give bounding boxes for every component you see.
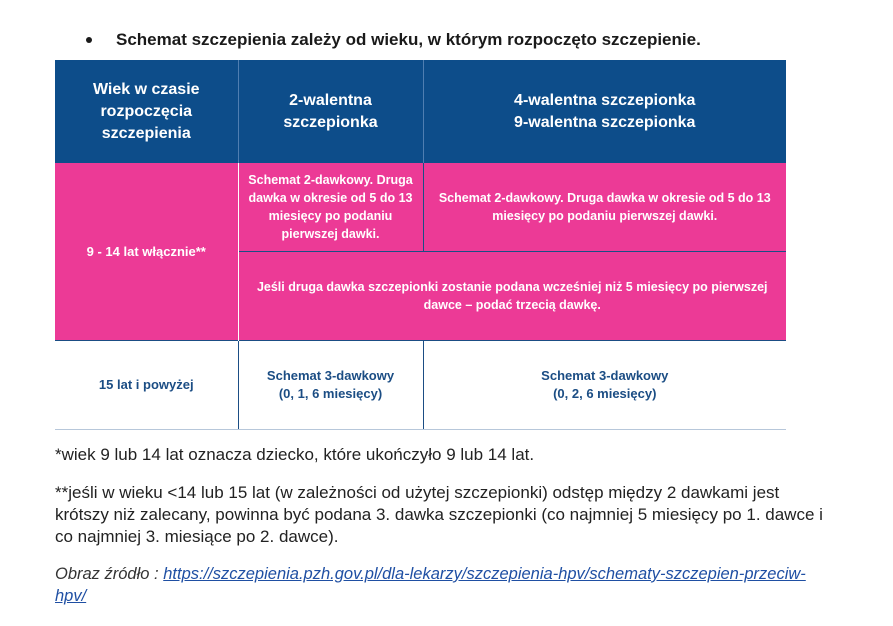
header-nona-line: 9-walentna szczepionka	[514, 113, 696, 131]
bullet-icon	[86, 37, 92, 43]
row2-bivalent-line2: (0, 1, 6 miesięcy)	[278, 386, 383, 401]
table-row	[55, 163, 786, 252]
vaccination-schedule-table	[55, 60, 786, 430]
bullet-item	[80, 30, 701, 50]
image-source	[55, 563, 835, 607]
footnote-third-dose: **jeśli w wieku <14 lub 15 lat (w zależności od użytej szczepionki) odstęp między 2 dawkami jest krótszy niż zalecany, powinna być podana 3. dawka szczepionki (co najmniej 5 miesięcy po 1. dawce i co najmniej 3. miesiące po 2. dawce).	[55, 483, 823, 546]
row2-age-cell: 15 lat i powyżej	[55, 341, 238, 430]
header-bivalent: 2-walentna szczepionka	[238, 60, 423, 163]
row1-combined-note-cell: Jeśli druga dawka szczepionki zostanie podana wcześniej niż 5 miesięcy po pierwszej dawce – podać trzecią dawkę.	[238, 252, 786, 341]
row2-quad-nona-line2: (0, 2, 6 miesięcy)	[553, 386, 657, 401]
footnote-age: *wiek 9 lub 14 lat oznacza dziecko, które ukończyło 9 lub 14 lat.	[55, 445, 535, 464]
bullet-text: Schemat szczepienia zależy od wieku, w którym rozpoczęto szczepienie.	[116, 30, 701, 49]
header-quad-nona	[423, 60, 786, 163]
header-quad-line: 4-walentna szczepionka	[514, 91, 696, 109]
row2-quad-nona-cell	[423, 341, 786, 430]
row2-quad-nona-line1: Schemat 3-dawkowy	[541, 368, 669, 383]
source-prefix: Obraz źródło :	[55, 565, 164, 583]
row1-bivalent-cell: Schemat 2-dawkowy. Druga dawka w okresie od 5 do 13 miesięcy po podaniu pierwszej dawki.	[238, 163, 423, 252]
row1-quad-nona-cell: Schemat 2-dawkowy. Druga dawka w okresie od 5 do 13 miesięcy po podaniu pierwszej dawki.	[423, 163, 786, 252]
source-link[interactable]: https://szczepienia.pzh.gov.pl/dla-lekarzy/szczepienia-hpv/schematy-szczepien-przeciw-hpv/	[55, 565, 806, 605]
table-header-row	[55, 60, 786, 163]
row1-age-cell: 9 - 14 lat włącznie**	[55, 163, 238, 341]
table-row	[55, 341, 786, 430]
header-age: Wiek w czasie rozpoczęcia szczepienia	[55, 60, 238, 163]
row2-bivalent-line1: Schemat 3-dawkowy	[266, 368, 395, 383]
row2-bivalent-cell	[238, 341, 423, 430]
